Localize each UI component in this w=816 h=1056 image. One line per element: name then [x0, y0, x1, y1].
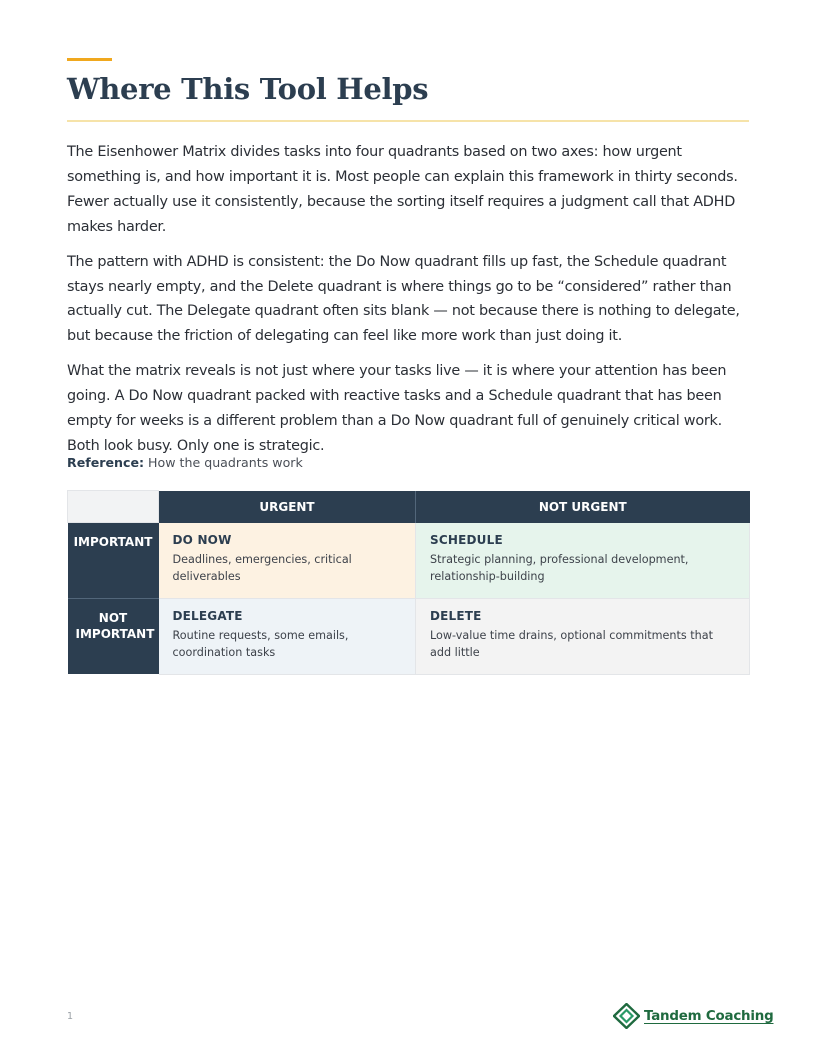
quadrant-description: Routine requests, some emails, coordination tasks [172, 628, 349, 659]
page-number: 1 [67, 1011, 74, 1022]
paragraph: What the matrix reveals is not just where your tasks live — it is where your attention has been going. A Do Now quadrant packed with reactive tasks and a Schedule quadrant that has been empty for weeks is a different problem than a Do Now quadrant full of genuinely critical work. Both look busy. Only one is strategic. [67, 363, 727, 454]
quadrant-description: Deadlines, emergencies, critical deliverables [172, 552, 352, 583]
quadrant-description: Low-value time drains, optional commitments that add little [430, 628, 713, 659]
reference-label: Reference: [67, 455, 145, 470]
title-divider [67, 120, 749, 122]
reference-caption [67, 455, 303, 470]
paragraph: The pattern with ADHD is consistent: the Do Now quadrant fills up fast, the Schedule quadrant stays nearly empty, and the Delete quadrant is where things go to be “considered” rather than actually cut. The Delegate quadrant often sits blank — not because there is nothing to delegate, but because the friction of delegating can feel like more work than just doing it. [67, 253, 740, 345]
reference-text: How the quadrants work [148, 455, 303, 470]
matrix-row-not-important [68, 598, 750, 674]
quadrant-title: DELETE [430, 608, 482, 623]
column-header-urgent: URGENT [159, 491, 416, 523]
body-text [67, 140, 752, 469]
matrix-row-important [68, 523, 750, 599]
paragraph: The Eisenhower Matrix divides tasks into four quadrants based on two axes: how urgent something is, and how important it is. Most people can explain this framework in thirty seconds. Fewer actually use it consistently, because the sorting itself requires a judgment call that ADHD makes harder. [67, 144, 738, 235]
quadrant-delete [416, 598, 750, 674]
quadrant-title: DO NOW [172, 532, 232, 547]
diamond-logo-icon [613, 1003, 640, 1029]
quadrant-do-now [159, 523, 416, 599]
quadrant-description: Strategic planning, professional development, relationship-building [430, 552, 689, 583]
column-header-not-urgent: NOT URGENT [416, 491, 750, 523]
page-title: Where This Tool Helps [67, 72, 429, 106]
quadrant-title: DELEGATE [172, 608, 243, 623]
eisenhower-matrix-table [67, 490, 750, 675]
title-accent-bar [67, 58, 112, 61]
row-header-not-important: NOT IMPORTANT [68, 598, 159, 674]
matrix-header-row [68, 491, 750, 523]
quadrant-schedule [416, 523, 750, 599]
quadrant-delegate [159, 598, 416, 674]
matrix-corner-cell [68, 491, 159, 523]
brand-logo [613, 1003, 774, 1029]
brand-name: Tandem Coaching [644, 1008, 774, 1024]
row-header-important: IMPORTANT [68, 523, 159, 599]
quadrant-title: SCHEDULE [430, 532, 503, 547]
